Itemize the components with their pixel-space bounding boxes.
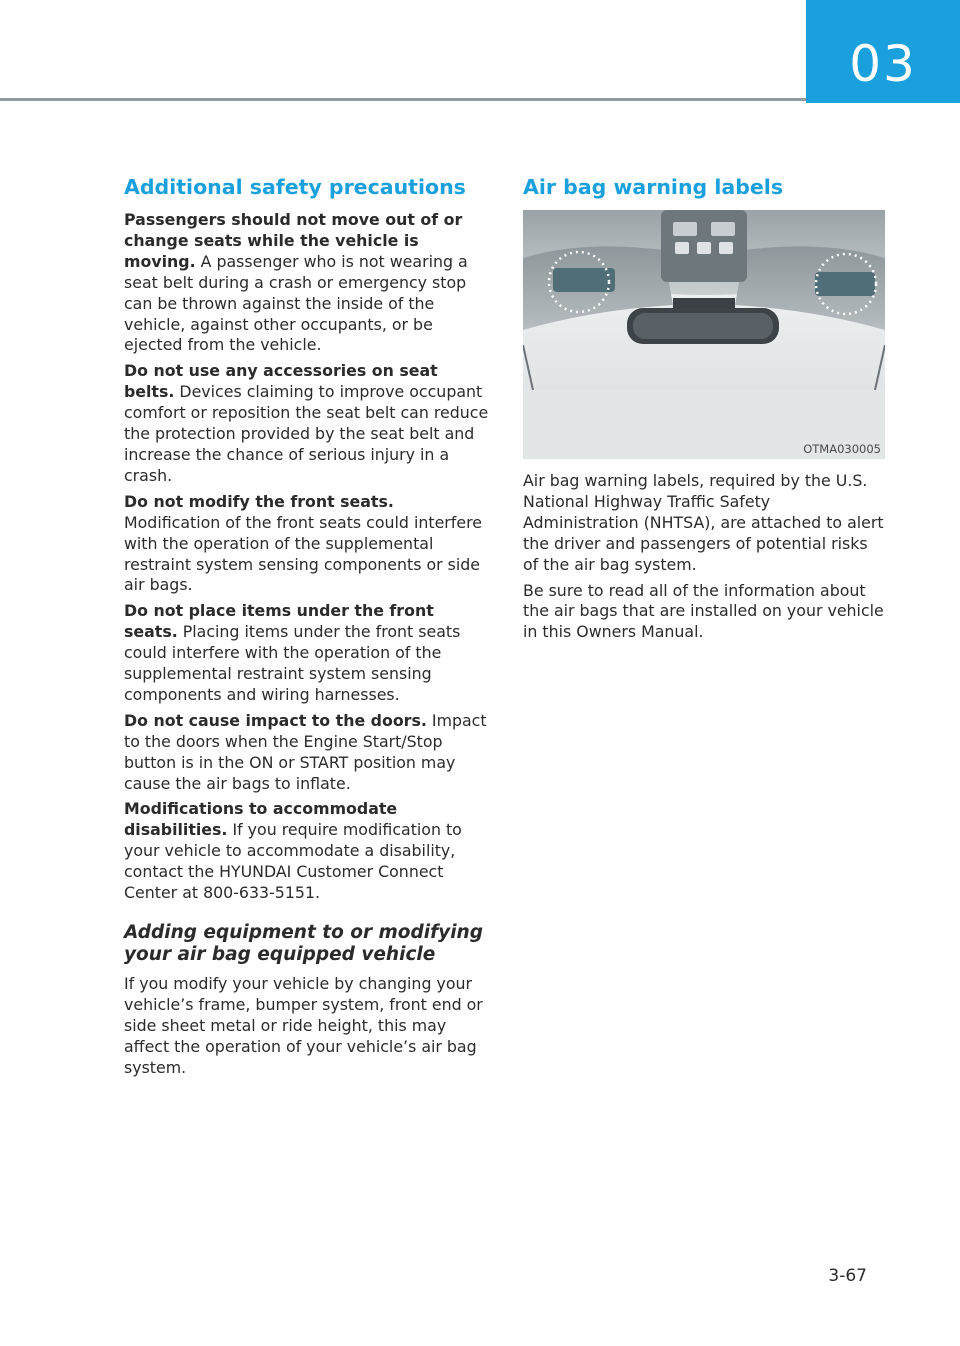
- paragraph-body: Devices claiming to improve occupant comfort or reposition the seat belt can reduce the protection provided by the seat belt and increase the chance of serious injury in a crash.: [124, 382, 489, 485]
- paragraph-modify-vehicle: If you modify your vehicle by changing your vehicle’s frame, bumper system, front end or side sheet metal or ride height, this may affect the operation of your vehicle’s air bag system.: [124, 974, 483, 1077]
- paragraph-body: Placing items under the front seats could interfere with the operation of the supplemental restraint system sensing components and wiring harnesses.: [124, 622, 461, 704]
- right-warning-label: [815, 272, 875, 296]
- car-interior-illustration: [523, 210, 885, 459]
- paragraph-door-impact: [124, 711, 492, 795]
- paragraph-read-information: Be sure to read all of the information about the air bags that are installed on your vehicle in this Owners Manual.: [523, 580, 884, 642]
- paragraph-heading: Do not cause impact to the doors.: [124, 710, 427, 730]
- airbag-label-photo: [523, 210, 885, 459]
- paragraph-heading: Passengers should not move out of or change seats while the vehicle is moving.: [124, 210, 463, 271]
- paragraph-seat-belt-accessories: [124, 361, 492, 486]
- paragraph-seat-changes: [124, 210, 492, 356]
- paragraph-heading: Do not use any accessories on seat belts.: [124, 361, 438, 402]
- right-column: [523, 172, 885, 648]
- paragraph-body: If you require modification to your vehicle to accommodate a disability, contact the HYUNDAI Customer Connect Center at 800-633-5151.: [124, 820, 462, 903]
- page-number: 3-67: [828, 1266, 867, 1286]
- paragraph-heading: Do not modify the front seats.: [124, 491, 394, 511]
- header-rule: [0, 98, 806, 101]
- left-column: [124, 172, 492, 1084]
- paragraph-body: Modification of the front seats could interfere with the operation of the supplemental restraint system sensing components or side air bags.: [124, 512, 482, 595]
- chapter-number: 03: [849, 35, 917, 93]
- paragraph-items-under-seats: [124, 601, 492, 706]
- subheading-adding-equipment: Adding equipment to or modifying your air bag equipped vehicle: [124, 922, 483, 965]
- section-title-warning-labels: Air bag warning labels: [523, 175, 784, 199]
- paragraph-heading: Modifications to accommodate disabilities.: [124, 799, 398, 840]
- section-title-safety-precautions: Additional safety precautions: [124, 175, 466, 199]
- paragraph-labels-required: Air bag warning labels, required by the U.S. National Highway Traffic Safety Administration (NHTSA), are attached to alert the driver and passengers of potential risks of the air bag system.: [523, 471, 884, 574]
- paragraph-body: Impact to the doors when the Engine Start/Stop button is in the ON or START position may cause the air bags to inflate.: [124, 710, 487, 793]
- figure-code: OTMA030005: [803, 442, 881, 456]
- paragraph-disability-modifications: [124, 799, 492, 904]
- paragraph-front-seat-modification: [124, 492, 492, 597]
- paragraph-body: A passenger who is not wearing a seat belt during a crash or emergency stop can be thrown against the inside of the vehicle, against other occupants, or be ejected from the vehicle.: [124, 251, 468, 355]
- left-warning-label: [553, 268, 615, 292]
- chapter-tab: [806, 0, 960, 103]
- paragraph-heading: Do not place items under the front seats.: [124, 601, 434, 642]
